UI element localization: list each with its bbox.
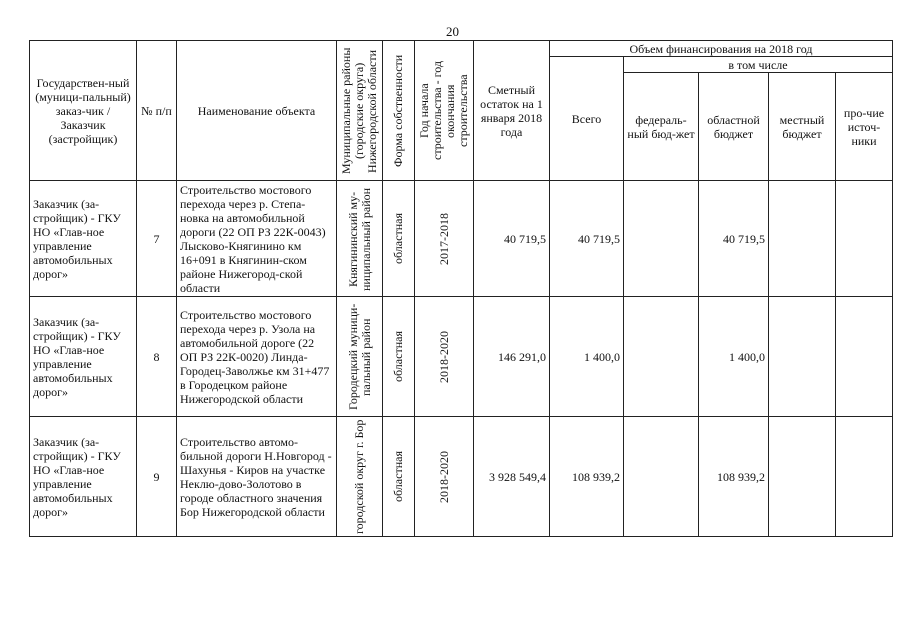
header-district-cell: [337, 41, 383, 181]
header-ownership-cell: [383, 41, 415, 181]
ownership-cell: [383, 297, 415, 417]
header-customer: Государствен-ный (муници-пальный) заказ-чик / Заказчик (застройщик): [30, 41, 137, 181]
number-cell: 9: [137, 417, 177, 537]
balance-cell: 146 291,0: [474, 297, 550, 417]
page-number: 20: [446, 24, 459, 39]
header-regional: областной бюджет: [699, 73, 769, 181]
other-cell: [836, 297, 893, 417]
local-cell: [769, 417, 836, 537]
ownership-cell: [383, 417, 415, 537]
header-balance: Сметный остаток на 1 января 2018 года: [474, 41, 550, 181]
header-funding-group: Объем финансирования на 2018 год: [550, 41, 893, 57]
local-cell: [769, 297, 836, 417]
district-cell: [337, 417, 383, 537]
ownership-text: областная: [391, 213, 405, 264]
customer-cell: Заказчик (за-стройщик) - ГКУ НО «Глав-ное управление автомобильных дорог»: [30, 297, 137, 417]
regional-cell: 40 719,5: [699, 181, 769, 297]
total-cell: 1 400,0: [550, 297, 624, 417]
other-cell: [836, 417, 893, 537]
header-number: № п/п: [137, 41, 177, 181]
header-district: Муниципальные районы (городские округа) Нижегородской области: [339, 47, 379, 174]
funding-table: [29, 40, 893, 537]
federal-cell: [624, 297, 699, 417]
district-text: Городецкий муници-пальный район: [345, 303, 373, 410]
header-ownership: Форма собственности: [391, 54, 405, 167]
ownership-cell: [383, 181, 415, 297]
district-cell: [337, 297, 383, 417]
federal-cell: [624, 181, 699, 297]
years-cell: [415, 181, 474, 297]
other-cell: [836, 181, 893, 297]
district-cell: [337, 181, 383, 297]
table-row: [30, 297, 893, 417]
ownership-text: областная: [391, 331, 405, 382]
regional-cell: 1 400,0: [699, 297, 769, 417]
number-cell: 7: [137, 181, 177, 297]
district-text: Княгининский му-ниципальный район: [345, 186, 373, 291]
object-cell: Строительство автомо-бильной дороги Н.Новгород - Шахунья - Киров на участке Неклю-дово-Золотово в городе областного значения Бор Нижегородской области: [177, 417, 337, 537]
years-text: 2018-2020: [436, 330, 451, 383]
header-object: Наименование объекта: [177, 41, 337, 181]
years-text: 2018-2020: [436, 450, 451, 503]
total-cell: 108 939,2: [550, 417, 624, 537]
object-cell: Строительство мостового перехода через р. Узола на автомобильной дороге (22 ОП РЗ 22К-0020) Линда-Городец-Заволжье км 31+477 в Городецком районе Нижегородской области: [177, 297, 337, 417]
balance-cell: 3 928 549,4: [474, 417, 550, 537]
federal-cell: [624, 417, 699, 537]
table-row: [30, 417, 893, 537]
customer-cell: Заказчик (за-стройщик) - ГКУ НО «Глав-ное управление автомобильных дорог»: [30, 417, 137, 537]
district-text: городской округ г. Бор: [352, 419, 366, 534]
header-years-cell: [415, 41, 474, 181]
balance-cell: 40 719,5: [474, 181, 550, 297]
years-text: 2017-2018: [436, 212, 451, 265]
number-cell: 8: [137, 297, 177, 417]
table-row: [30, 181, 893, 297]
ownership-text: областная: [391, 451, 405, 502]
header-including: в том числе: [624, 57, 893, 73]
header-years: Год начала строительства - год окончания строительства: [417, 61, 470, 160]
years-cell: [415, 417, 474, 537]
header-federal: федераль-ный бюд-жет: [624, 73, 699, 181]
header-total: Всего: [550, 57, 624, 181]
years-cell: [415, 297, 474, 417]
object-cell: Строительство мостового перехода через р. Степа-новка на автомобильной дороги (22 ОП РЗ 22К-0043) Лысково-Княгинино км 16+091 в Княгинин-ском районе Нижегород-ской области: [177, 181, 337, 297]
local-cell: [769, 181, 836, 297]
header-local: местный бюджет: [769, 73, 836, 181]
customer-cell: Заказчик (за-стройщик) - ГКУ НО «Глав-ное управление автомобильных дорог»: [30, 181, 137, 297]
header-other: про-чие источ-ники: [836, 73, 893, 181]
total-cell: 40 719,5: [550, 181, 624, 297]
regional-cell: 108 939,2: [699, 417, 769, 537]
